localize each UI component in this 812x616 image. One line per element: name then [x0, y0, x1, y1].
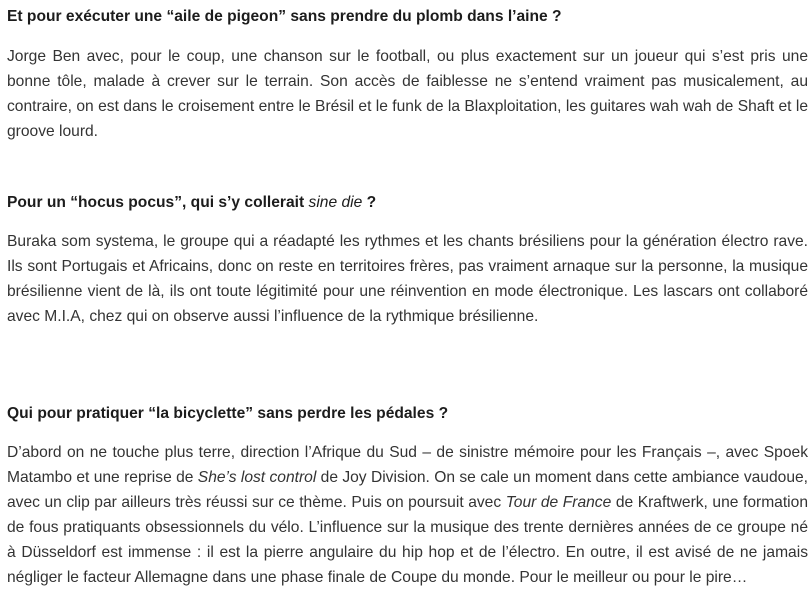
question-2-end: ? — [362, 194, 377, 211]
answer-3-part-2: de Joy Division. On se cale un moment dans cette ambiance vaudoue, avec un clip par ailleurs très réussi sur ce thème. Puis on poursuit avec — [7, 469, 808, 511]
question-heading-2 — [7, 193, 808, 213]
answer-3-part-1: D’abord on ne touche plus terre, direction l’Afrique du Sud – de sinistre mémoire pour les Français –, avec Spoek Matambo et une reprise de — [7, 444, 808, 486]
answer-paragraph-2: Buraka som systema, le groupe qui a réadapté les rythmes et les chants brésiliens pour la génération électro rave. Ils sont Portugais et Africains, donc on reste en territoires frères, pas vraiment arnaque sur la personne, la musique brésilienne vient de là, ils ont toute légitimité pour une réinvention en mode électronique. Les lascars ont collaboré avec M.I.A, chez qui on observe aussi l’influence de la rythmique brésilienne. — [7, 233, 808, 325]
song-title-italic: She’s lost control — [197, 469, 317, 486]
track-title-italic: Tour de France — [505, 494, 612, 511]
answer-paragraph-1: Jorge Ben avec, pour le coup, une chanson sur le football, ou plus exactement sur un joueur qui s’est pris une bonne tôle, malade à crever sur le terrain. Son accès de faiblesse ne s’entend vraiment pas musicalement, au contraire, on est dans le croisement entre le Brésil et le funk de la Blaxploitation, les guitares wah wah de Shaft et le groove lourd. — [7, 48, 808, 140]
question-heading-1: Et pour exécuter une “aile de pigeon” sans prendre du plomb dans l’aine ? — [7, 8, 562, 25]
question-2-italic: sine die — [308, 194, 363, 211]
question-2-text: Pour un “hocus pocus”, qui s’y collerait — [7, 194, 309, 211]
answer-paragraph-3 — [7, 440, 808, 590]
question-heading-3: Qui pour pratiquer “la bicyclette” sans perdre les pédales ? — [7, 405, 449, 422]
answer-3-part-3: de Kraftwerk, une formation de fous pratiquants obsessionnels du vélo. L’influence sur la musique des trente dernières années de ce groupe né à Düsseldorf est immense : il est la pierre angulaire du hip hop et de l’électro. En outre, il est avisé de ne jamais négliger le facteur Allemagne dans une phase finale de Coupe du monde. Pour le meilleur ou pour le pire… — [7, 494, 808, 586]
